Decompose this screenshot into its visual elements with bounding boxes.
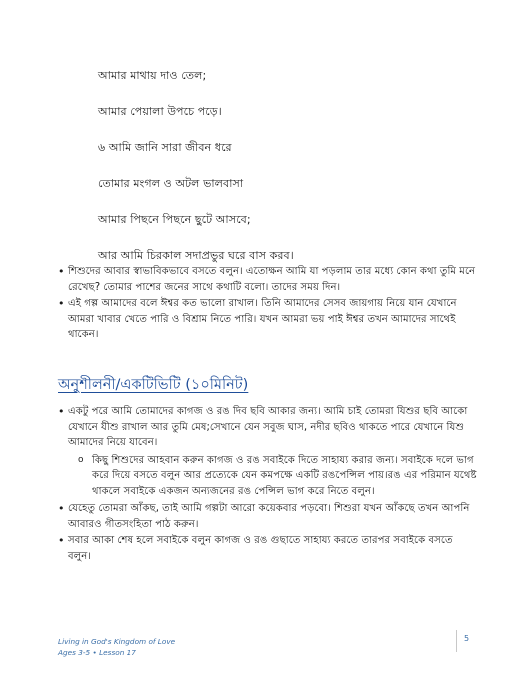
verse-line: আমার পিছনে পিছনে ছুটে আসবে; [98, 213, 251, 226]
discussion-bullet-list [58, 264, 478, 344]
bullet-item [58, 404, 478, 499]
verse-line: তোমার মংগল ও অটল ভালবাসা [98, 177, 244, 190]
sub-bullet-list [68, 453, 478, 500]
bullet-item: • যেহেতু তোমরা আঁকছ, তাই আমি গল্পটা আরো কয়েকবার পড়বো। শিশুরা যখন আঁকছে তখন আপনি আবারও গীতসংহিতা পাঠ করুন। [58, 501, 478, 532]
sub-bullet-item: o কিছু শিশুদের আহবান করুন কাগজ ও রঙ সবাইকে দিতে সাহায্য করার জন্য। সবাইকে দলে ভাগ করে দিয়ে বসতে বলুন আর প্রত্যেকে যেন কমপক্ষে একটি রঙপেন্সিল পায়।রঙ এর পরিমান যথেষ্ট থাকলে সবাইকে একজন অন্যজনের রঙ পেন্সিল ভাগ করে নিতে বলুন। [68, 453, 478, 500]
verse-line: আমার মাথায় দাও তেল; [98, 69, 207, 82]
psalm-verse-block [98, 68, 498, 284]
footer-line-2: Ages 3-5 • Lesson 17 [58, 648, 136, 657]
bullet-item: • শিশুদের আবার স্বাভাবিকভাবে বসতে বলুন। এতোক্ষন আমি যা পড়লাম তার মধ্যে কোন কথা তুমি মনে রেখেছ? তোমার পাশের জনের সাথে কথাটি বলো। তাদের সময় দিন। [58, 264, 478, 295]
page-number: 5 [464, 634, 470, 643]
activity-bullet-list [58, 404, 478, 565]
footer-line-1: Living in God's Kingdom of Love [58, 637, 176, 646]
bullet-text: একটু পরে আমি তোমাদের কাগজ ও রঙ দিব ছবি আকার জন্য। আমি চাই তোমরা যিশুর ছবি আকো যেখানে যীশু রাখাল আর তুমি মেষ;সেখানে যেন সবুজ ঘাস, নদীর ছবিও থাকতে পারে যেখানে যিশু আমাদের নিয়ে যাবেন। [68, 406, 468, 448]
verse-line: আমার পেয়ালা উপচে পড়ে। [98, 105, 222, 118]
bullet-item: • সবার আকা শেষ হলে সবাইকে বলুন কাগজ ও রঙ গুছাতে সাহায্য করতে তারপর সবাইকে বসতে বলুন। [58, 533, 478, 564]
bullet-item: • এই গল্প আমাদের বলে ঈশ্বর কত ভালো রাখাল। তিনি আমাদের সেসব জায়গায় নিয়ে যান যেখানে আমরা খাবার খেতে পারি ও বিশ্রাম নিতে পারি। যখন আমরা ভয় পাই ঈশ্বর তখন আমাদের সাথেই থাকেন। [58, 296, 478, 343]
footer-divider [456, 630, 457, 652]
verse-line: আর আমি চিরকাল সদাপ্রভুর ঘরে বাস করব। [98, 249, 294, 262]
footer-title [58, 636, 175, 658]
verse-line: ৬ আমি জানি সারা জীবন ধরে [98, 141, 232, 154]
activity-heading: অনুশীলনী/একটিভিটি (১০মিনিট) [58, 377, 249, 393]
